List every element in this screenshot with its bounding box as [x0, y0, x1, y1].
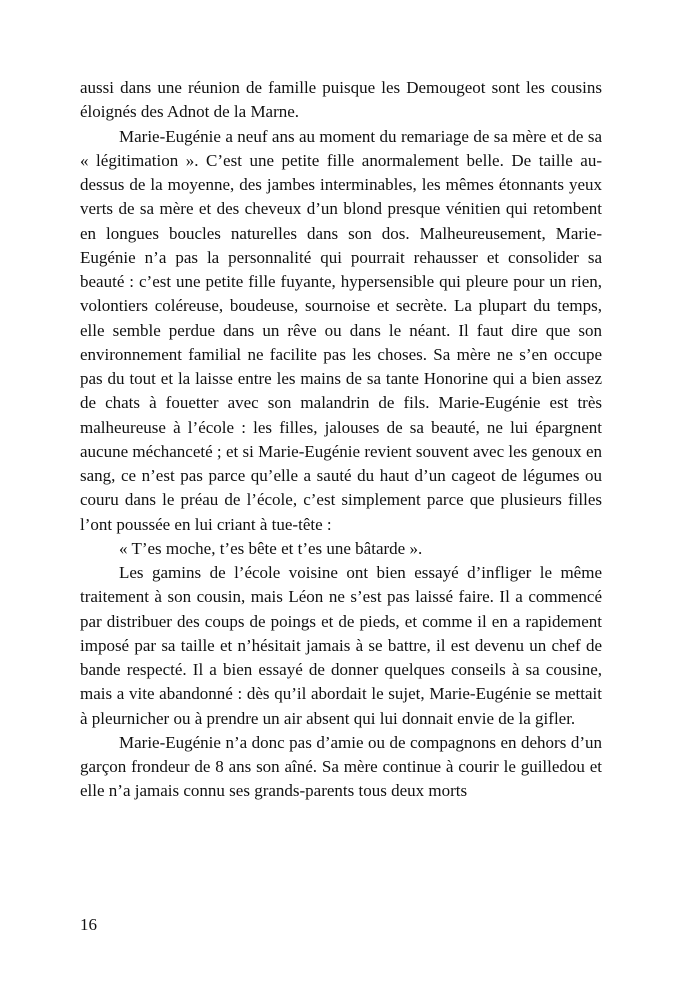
paragraph: Marie-Eugénie a neuf ans au moment du remariage de sa mère et de sa « légitimation ». C’est une petite fille anormalement belle. De taille au-dessus de la moyenne, des jambes interminables, les mêmes étonnants yeux verts de sa mère et des cheveux d’un blond presque vénitien qui retombent en longues boucles naturelles dans son dos. Malheureusement, Marie-Eugénie n’a pas la personnalité qui pourrait rehausser et consolider sa beauté : c’est une petite fille fuyante, hypersensible qui pleure pour un rien, volontiers coléreuse, boudeuse, sournoise et secrète. La plupart du temps, elle semble perdue dans un rêve ou dans le néant. Il faut dire que son environnement familial ne facilite pas les choses. Sa mère ne s’en occupe pas du tout et la laisse entre les mains de sa tante Honorine qui a bien assez de chats à fouetter avec son malandrin de fils. Marie-Eugénie est très malheureuse à l’école : les filles, jalouses de sa beauté, ne lui épargnent aucune méchanceté ; et si Marie-Eugénie revient souvent avec les genoux en sang, ce n’est pas parce qu’elle a sauté du haut d’un cageot de légumes ou couru dans le préau de l’école, c’est simplement parce que plusieurs filles l’ont poussée en lui criant à tue-tête :: [80, 126, 602, 534]
page-number: 16: [80, 915, 97, 934]
paragraph: Les gamins de l’école voisine ont bien essayé d’infliger le même traitement à son cousin, mais Léon ne s’est pas laissé faire. Il a commencé par distribuer des coups de poings et de pieds, et comme il en a rapidement imposé par sa taille et n’hésitait jamais à se battre, il est devenu un chef de bande respecté. Il a bien essayé de donner quelques conseils à sa cousine, mais a vite abandonné : dès qu’il abordait le sujet, Marie-Eugénie se mettait à pleurnicher ou à prendre un air absent qui lui donnait envie de la gifler.: [80, 563, 602, 728]
page-body: [80, 76, 602, 804]
paragraph: « T’es moche, t’es bête et t’es une bâtarde ».: [119, 538, 423, 558]
paragraph: Marie-Eugénie n’a donc pas d’amie ou de compagnons en dehors d’un garçon frondeur de 8 ans son aîné. Sa mère continue à courir le guilledou et elle n’a jamais connu ses grands-parents tous deux morts: [80, 732, 602, 801]
paragraph: aussi dans une réunion de famille puisque les Demougeot sont les cousins éloignés des Adnot de la Marne.: [80, 78, 602, 122]
